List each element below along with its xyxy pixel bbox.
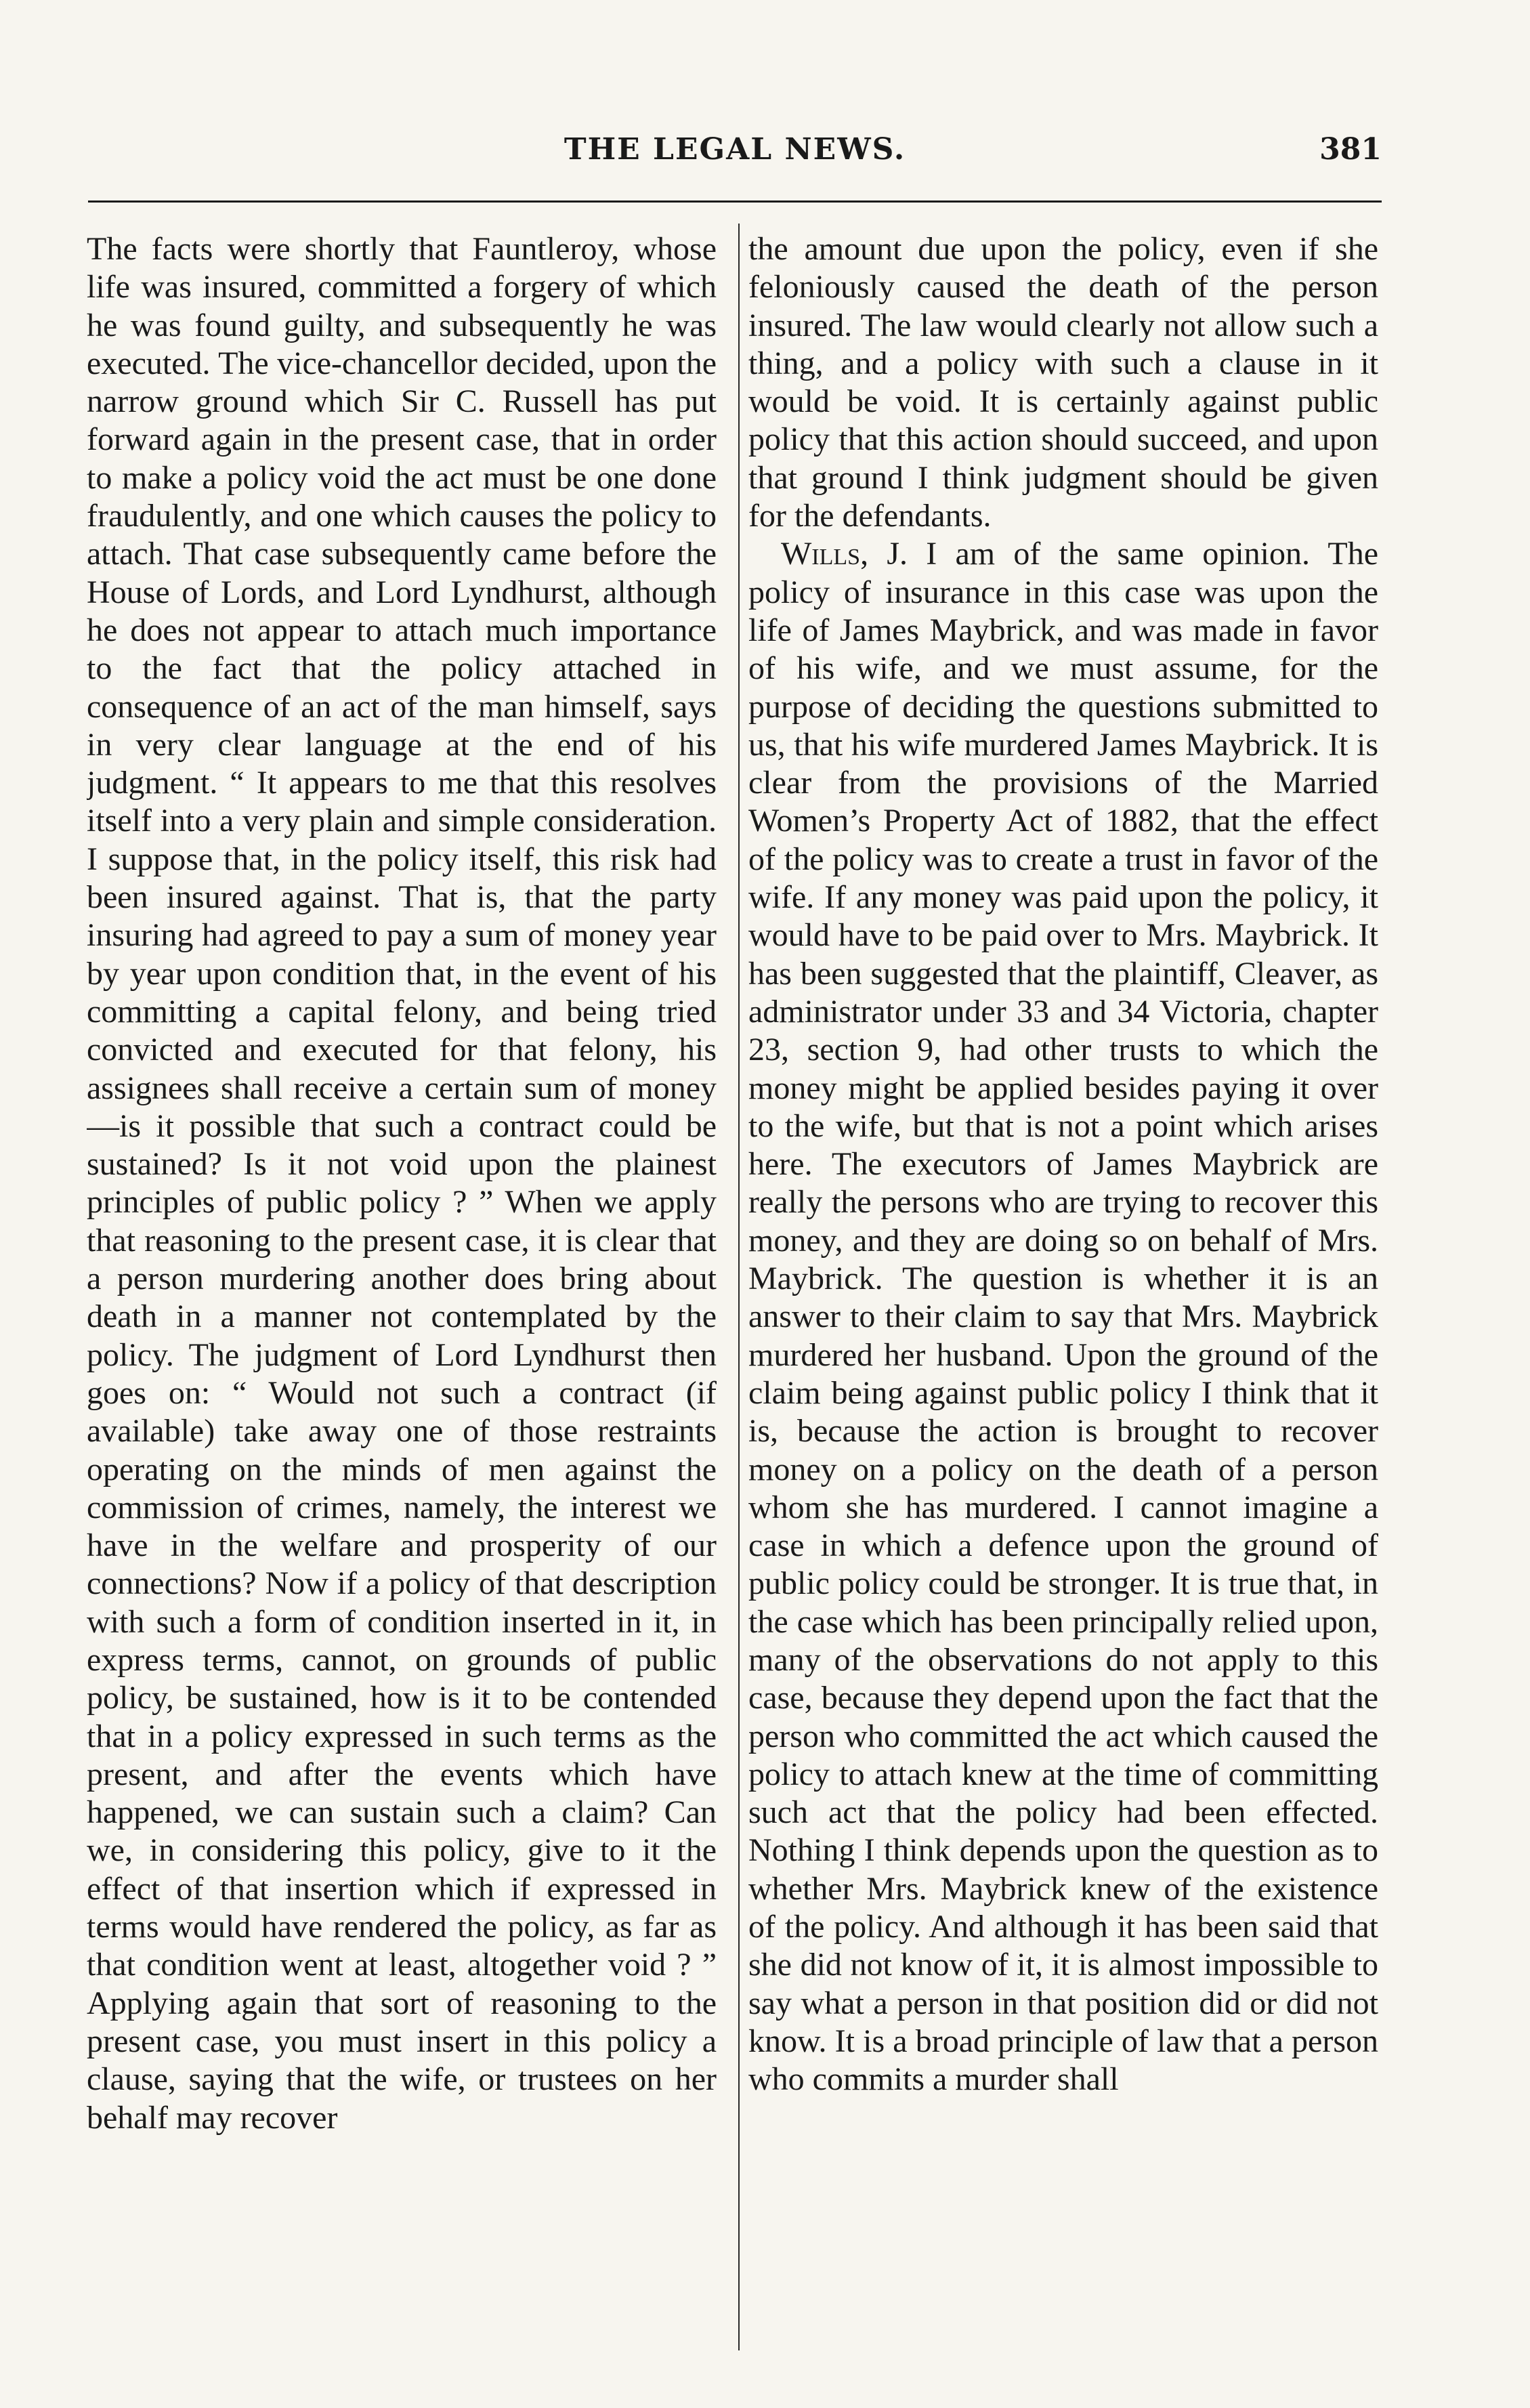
right-paragraph-2 [748,535,1378,2098]
page-number: 381 [1319,132,1382,167]
speaker-name: Wills, J. [781,536,908,572]
right-paragraph-1: the amount due upon the policy, even if she feloniously caused the death of the person insured. The law would clearly not allow such a thing, and a policy with such a clause in it would be void. It is certainly against public policy that this action should succeed, and upon that ground I think judgment should be given for the defendants. [748,231,1378,534]
left-column [87,230,717,2350]
column-divider [738,224,740,2350]
right-paragraph-2-text: I am of the same opinion. The policy of insurance in this case was upon the life of James Maybrick, and was made in favor of his wife, and we must assume, for the purpose of deciding the questions submitted to us, that his wife murdered James Maybrick. It is clear from the provisions of the Married Women’s Property Act of 1882, that the effect of the policy was to create a trust in favor of the wife. If any money was paid upon the policy, it would have to be paid over to Mrs. Maybrick. It has been suggested that the plaintiff, Cleaver, as administrator under 33 and 34 Victoria, chapter 23, section 9, had other trusts to which the money might be applied besides paying it over to the wife, but that is not a point which arises here. The executors of James Maybrick are really the persons who are trying to recover this money, and they are doing so on behalf of Mrs. Maybrick. The question is whether it is an answer to their claim to say that Mrs. Maybrick murdered her husband. Upon the ground of the claim being against public policy I think that it is, because the action is brought to recover money on a policy on the death of a person whom she has murdered. I cannot imagine a case in which a defence upon the ground of public policy could be stronger. It is true that, in the case which has been principally relied upon, many of the observations do not apply to this case, because they depend upon the fact that the person who committed the act which caused the policy to attach knew at the time of committing such act that the policy had been effected. Nothing I think depends upon the question as to whether Mrs. Maybrick knew of the existence of the policy. And although it has been said that she did not know of it, it is almost impossible to say what a person in that position did or did not know. It is a broad principle of law that a person who commits a murder shall [748,536,1378,2098]
header-rule [88,200,1382,203]
journal-title: THE LEGAL NEWS. [564,132,906,167]
right-column [748,230,1378,2350]
page-header [88,132,1382,186]
left-paragraph: The facts were shortly that Fauntleroy, whose life was insured, committed a forgery of which he was found guilty, and subsequently he was executed. The vice-chancellor decided, upon the narrow ground which Sir C. Russell has put forward again in the present case, that in order to make a policy void the act must be one done fraudulently, and one which causes the policy to attach. That case subsequently came before the House of Lords, and Lord Lyndhurst, although he does not appear to attach much importance to the fact that the policy attached in consequence of an act of the man himself, says in very clear language at the end of his judgment. “ It appears to me that this resolves itself into a very plain and simple consideration. I suppose that, in the policy itself, this risk had been insured against. That is, that the party insuring had agreed to pay a sum of money year by year upon condition that, in the event of his committing a capital felony, and being tried convicted and executed for that felony, his assignees shall receive a certain sum of money—is it possible that such a contract could be sustained? Is it not void upon the plainest principles of public policy ? ” When we apply that reasoning to the present case, it is clear that a person murdering another does bring about death in a manner not contemplated by the policy. The judgment of Lord Lyndhurst then goes on: “ Would not such a contract (if available) take away one of those restraints operating on the minds of men against the commission of crimes, namely, the interest we have in the welfare and prosperity of our connections? Now if a policy of that description with such a form of condition inserted in it, in express terms, cannot, on grounds of public policy, be sustained, how is it to be contended that in a policy expressed in such terms as the present, and after the events which have happened, we can sustain such a claim? Can we, in considering this policy, give to it the effect of that insertion which if expressed in terms would have rendered the policy, as far as that condition went at least, altogether void ? ” Applying again that sort of reasoning to the present case, you must insert in this policy a clause, saying that the wife, or trustees on her behalf may recover [87,231,717,2136]
